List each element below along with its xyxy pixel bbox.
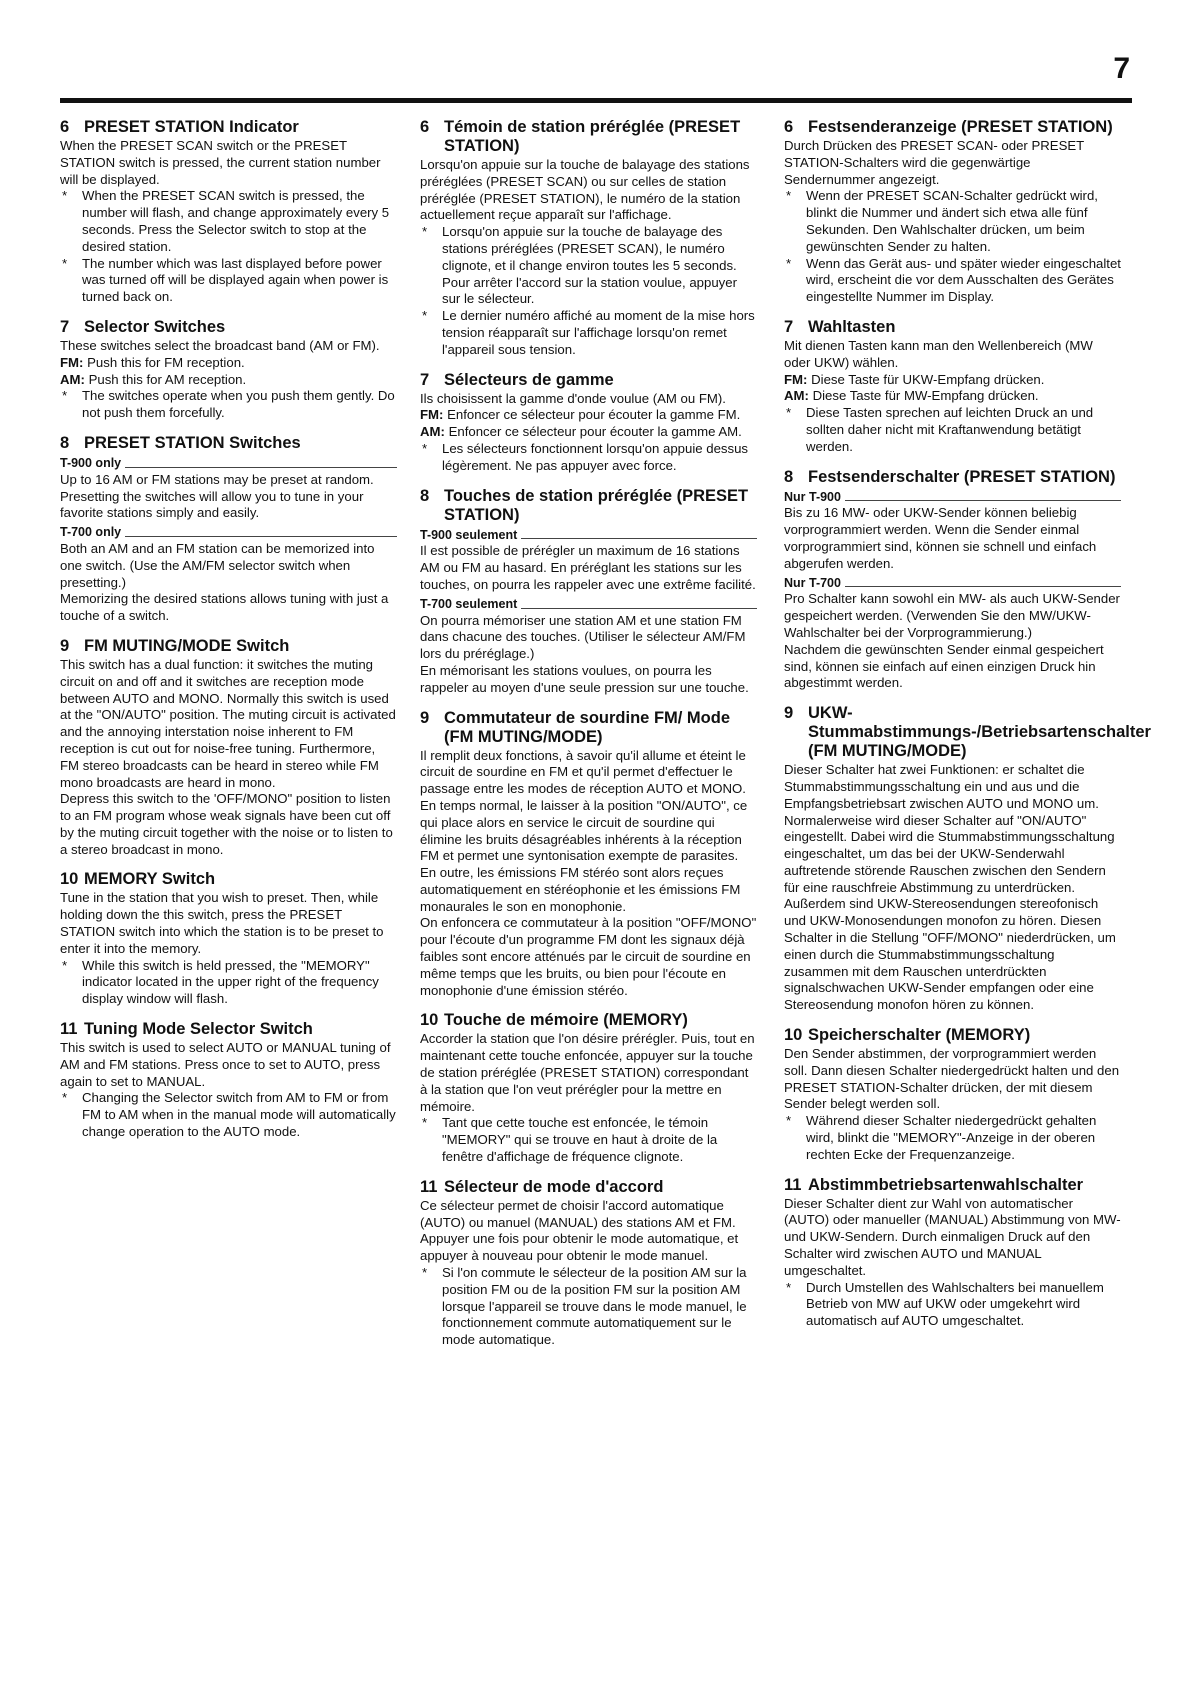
note-item: [62, 188, 397, 255]
asterisk-bullet: *: [62, 255, 68, 271]
asterisk-bullet: *: [62, 388, 68, 404]
paragraph: Ce sélecteur permet de choisir l'accord automatique (AUTO) ou manuel (MANUAL) des stations AM et FM. Appuyer une fois pour obtenir le mode automatique, et appuyer à nouveau pour obtenir le mode manuel.: [420, 1197, 739, 1264]
section-title: MEMORY Switch: [84, 870, 216, 889]
section: [60, 1020, 397, 1141]
band-label: AM:: [60, 371, 85, 387]
paragraph: Durch Drücken des PRESET SCAN- oder PRESET STATION-Schalters wird die gegenwärtige Sendernummer angezeigt.: [784, 138, 1085, 187]
labeled-line: [784, 372, 1121, 389]
note-text: The number which was last displayed before power was turned off will be displayed again when power is turned back on.: [82, 255, 389, 305]
paragraph: On pourra mémoriser une station AM et une station FM dans chacune des touches. (Utiliser le sélecteur AM/FM lors du préréglage.): [420, 612, 746, 662]
section-heading: [420, 709, 757, 747]
paragraph: Il remplit deux fonctions, à savoir qu'il allume et éteint le circuit de sourdine en FM et qu'il permet d'effectuer le passage entre les modes de réception AUTO et MONO. En temps normal, le laisser à la position "ON/AUTO", ce qui place alors en service le circuit de sourdine qui élimine les bruits désagréables inhérents à la réception FM et permet une syntonisation exempte de parasites. En outre, les émissions FM stéréo sont alors reçues automatiquement en stéréophonie et les émissions FM monaurales le son en monophonie.: [420, 747, 748, 914]
section: [420, 1178, 757, 1349]
section: [784, 468, 1121, 693]
section: [784, 704, 1151, 1014]
subheading-rule: [125, 528, 397, 537]
section-heading: [420, 487, 757, 525]
labeled-line: [60, 372, 397, 389]
model-label: T-700 seulement: [420, 596, 518, 611]
section-number: 8: [784, 467, 794, 486]
paragraph: Memorizing the desired stations allows tuning with just a touche of a switch.: [60, 591, 389, 624]
model-subheading: [784, 575, 1121, 592]
note-item: [786, 405, 1121, 455]
paragraph: Accorder la station que l'on désire prérégler. Puis, tout en maintenant cette touche enfoncée, appuyer sur la touche de station préréglée (PRESET STATION) correspondant à la station que l'on veut prérégler pour la mettre en mémoire.: [420, 1031, 755, 1114]
note-text: When the PRESET SCAN switch is pressed, the number will flash, and change approximately every 5 seconds. Press the Selector switch to stop at the desired station.: [82, 188, 390, 254]
band-text: Diese Taste für UKW-Empfang drücken.: [811, 371, 1045, 387]
note-item: [422, 224, 757, 308]
section-heading: [60, 637, 397, 656]
section-heading: [420, 118, 757, 156]
section: [420, 1011, 757, 1165]
asterisk-bullet: *: [786, 1279, 792, 1295]
section-number: 7: [60, 317, 70, 336]
section-title: Sélecteurs de gamme: [444, 370, 614, 389]
model-label: T-900 seulement: [420, 527, 518, 542]
asterisk-bullet: *: [422, 224, 428, 240]
subheading-rule: [845, 492, 1121, 501]
section-number: 8: [60, 433, 70, 452]
labeled-line: [420, 424, 757, 441]
page-number: 7: [1113, 52, 1130, 85]
section-heading: [60, 870, 397, 889]
section-title: Abstimmbetriebsartenwahlschalter: [808, 1175, 1084, 1194]
note-item: [422, 1115, 757, 1165]
paragraph: Den Sender abstimmen, der vorprogrammiert werden soll. Dann diesen Schalter niedergedrückt halten und den PRESET STATION-Schalter drücken, der mit diesem Sender belegt werden soll.: [784, 1046, 1120, 1112]
band-label: FM:: [784, 371, 808, 387]
note-item: [422, 1265, 757, 1349]
labeled-line: [784, 388, 1121, 405]
note-text: Lorsqu'on appuie sur la touche de balayage des stations préréglées (PRESET SCAN), le numéro clignote, et il change environ toutes les 5 seconds. Pour arrêter l'accord sur la station voulue, appuyer sur le sélecteur.: [442, 224, 737, 307]
section-heading: [420, 371, 757, 390]
section-heading: [784, 468, 1121, 487]
model-label: T-700 only: [60, 525, 122, 540]
model-subheading: [60, 524, 397, 541]
note-item: [786, 256, 1121, 306]
section-number: 10: [60, 870, 79, 889]
band-text: Push this for FM reception.: [87, 354, 245, 370]
band-label: FM:: [420, 407, 444, 423]
note-text: Les sélecteurs fonctionnent lorsqu'on appuie dessus légèrement. Ne pas appuyer avec force.: [442, 440, 749, 473]
section-heading: [784, 704, 1151, 761]
paragraph: Nachdem die gewünschten Sender einmal gespeichert sind, können sie einfach auf einen einzigen Druck hin abgestimmt werden.: [784, 641, 1104, 691]
note-text: Si l'on commute le sélecteur de la position AM sur la position FM ou de la position FM sur la position AM lorsque l'appareil se trouve dans le mode manuel, le fonctionnement commute automatiquement sur le mode automatique.: [442, 1265, 747, 1348]
paragraph: Both an AM and an FM station can be memorized into one switch. (Use the AM/FM selector switch when presetting.): [60, 540, 375, 590]
note-item: [422, 441, 757, 475]
section-title: Sélecteur de mode d'accord: [444, 1177, 664, 1196]
paragraph: Mit dienen Tasten kann man den Wellenbereich (MW oder UKW) wählen.: [784, 337, 1093, 370]
section-heading: [420, 1011, 757, 1030]
section: [784, 1176, 1121, 1330]
note-text: Während dieser Schalter niedergedrückt gehalten wird, blinkt die "MEMORY"-Anzeige in der oberen rechten Ecke der Frequenzanzeige.: [806, 1113, 1097, 1162]
band-label: AM:: [784, 388, 809, 404]
paragraph: These switches select the broadcast band (AM or FM).: [60, 337, 380, 353]
note-text: Durch Umstellen des Wahlschalters bei manuellem Betrieb von MW auf UKW oder umgekehrt wird automatisch auf AUTO umgeschaltet.: [806, 1279, 1104, 1329]
note-item: [62, 256, 397, 306]
band-text: Enfoncer ce sélecteur pour écouter la gamme AM.: [448, 424, 742, 440]
paragraph: Depress this switch to the 'OFF/MONO" position to listen to an FM program whose weak signals have been cut off by the muting circuit together with the noise or to listen to a stereo broadcast in mono.: [60, 791, 393, 857]
note-item: [62, 958, 397, 1008]
section-number: 11: [784, 1175, 802, 1194]
asterisk-bullet: *: [786, 188, 792, 204]
note-text: Tant que cette touche est enfoncée, le témoin "MEMORY" qui se trouve en haut à droite de la fenêtre d'affichage de fréquence clignote.: [442, 1115, 718, 1165]
section: [784, 1026, 1121, 1164]
labeled-line: [60, 355, 397, 372]
note-text: Diese Tasten sprechen auf leichten Druck an und sollten daher nicht mit Kraftanwendung betätigt werden.: [806, 405, 1094, 454]
paragraph: Dieser Schalter hat zwei Funktionen: er schaltet die Stummabstimmungsschaltung ein und aus und die Empfangsbetriebsart zwischen AUTO und MONO um.: [784, 762, 1099, 811]
model-label: Nur T-700: [784, 575, 841, 590]
asterisk-bullet: *: [422, 440, 428, 456]
section-title: Selector Switches: [84, 317, 226, 336]
paragraph: Tune in the station that you wish to preset. Then, while holding down the this switch, press the PRESET STATION switch into which the station is to be preset to enter it into the memory.: [60, 890, 384, 956]
section-title: Festsenderschalter (PRESET STATION): [808, 467, 1116, 486]
model-subheading: [784, 489, 1121, 506]
asterisk-bullet: *: [422, 308, 428, 324]
asterisk-bullet: *: [786, 405, 792, 421]
section-number: 6: [784, 118, 794, 136]
note-text: The switches operate when you push them gently. Do not push them forcefully.: [82, 388, 395, 421]
section-title: Témoin de station préréglée (PRESET STATION): [444, 118, 741, 155]
note-text: Le dernier numéro affiché au moment de la mise hors tension réapparaît sur l'affichage lorsqu'on remet l'appareil sous tension.: [442, 308, 755, 357]
section: [60, 118, 397, 306]
note-text: Wenn das Gerät aus- und später wieder eingeschaltet wird, erscheint die vor dem Ausschalten des Gerätes eingestellte Nummer im Display.: [806, 255, 1121, 305]
asterisk-bullet: *: [62, 188, 68, 204]
note-text: Changing the Selector switch from AM to FM or from FM to AM when in the manual mode will automatically change operation to the AUTO mode.: [82, 1090, 396, 1140]
paragraph: Dieser Schalter dient zur Wahl von automatischer (AUTO) oder manueller (MANUAL) Abstimmung von MW- und UKW-Sendern. Durch einmaligen Druck auf den Schalter wird zwischen AUTO und MANUAL umgeschaltet.: [784, 1195, 1121, 1278]
section: [60, 637, 397, 859]
paragraph: En mémorisant les stations voulues, on pourra les rappeler au moyen d'une seule pression sur une touche.: [420, 662, 749, 695]
subheading-rule: [521, 600, 757, 609]
section-number: 8: [420, 486, 430, 505]
paragraph: Ils choisissent la gamme d'onde voulue (AM ou FM).: [420, 390, 726, 406]
band-text: Diese Taste für MW-Empfang drücken.: [812, 388, 1039, 404]
section: [420, 709, 757, 1000]
section-number: 11: [60, 1020, 78, 1039]
section-heading: [784, 1176, 1121, 1195]
model-label: Nur T-900: [784, 489, 841, 504]
note-item: [786, 188, 1121, 255]
section: [784, 318, 1121, 456]
asterisk-bullet: *: [422, 1115, 428, 1131]
section-number: 7: [420, 370, 430, 389]
paragraph: This switch is used to select AUTO or MANUAL tuning of AM and FM stations. Press once to set to AUTO, press again to set to MANUAL.: [60, 1040, 391, 1089]
asterisk-bullet: *: [786, 255, 792, 271]
section-number: 11: [420, 1177, 438, 1196]
section-number: 9: [60, 636, 70, 655]
section: [420, 371, 757, 475]
section-title: FM MUTING/MODE Switch: [84, 636, 290, 655]
note-item: [422, 308, 757, 358]
section-number: 6: [60, 118, 70, 136]
note-text: Wenn der PRESET SCAN-Schalter gedrückt wird, blinkt die Nummer und ändert sich etwa alle fünf Sekunden. Den Wahlschalter drücken, um beim gewünschten Sender zu halten.: [806, 188, 1098, 254]
note-text: While this switch is held pressed, the "MEMORY" indicator located in the upper right of the frequency display window will flash.: [82, 957, 379, 1007]
section-number: 9: [784, 704, 794, 723]
model-label: T-900 only: [60, 455, 122, 470]
subheading-rule: [125, 459, 397, 468]
section-title: UKW-Stummabstimmungs-/Betriebsartenschalter (FM MUTING/MODE): [808, 704, 1151, 761]
section: [60, 870, 397, 1008]
section-title: Festsenderanzeige (PRESET STATION): [808, 118, 1113, 136]
section-title: Commutateur de sourdine FM/ Mode (FM MUTING/MODE): [444, 708, 731, 746]
section: [60, 434, 397, 625]
section-heading: [60, 1020, 397, 1039]
section: [420, 118, 757, 359]
paragraph: Normalerweise wird dieser Schalter auf "ON/AUTO" eingestellt. Dabei wird die Stummabstimmungsschaltung eingeschaltet, um das bei der UKW-Senderwahl auftretende störende Rauschen zwischen den Sendern für eine rauschfreie Abstimmung zu unterdrücken. Außerdem sind UKW-Stereosendungen stereofonisch und UKW-Monosendungen monofon zu hören. Diesen Schalter in die Stellung "OFF/MONO" niederdrücken, um einen durch die Stummabstimmungsschaltung zusammen mit dem Rauschen unterdrückten signalschwachen UKW-Sender empfangen oder eine Stereosendung monofon hören zu können.: [784, 812, 1116, 1013]
model-subheading: [60, 455, 397, 472]
paragraph: Bis zu 16 MW- oder UKW-Sender können beliebig vorprogrammiert werden. Wenn die Sender einmal vorprogrammiert sind, können sie schnell und einfach abgerufen werden.: [784, 505, 1097, 571]
section-title: Touche de mémoire (MEMORY): [444, 1011, 688, 1030]
paragraph: Up to 16 AM or FM stations may be preset at random. Presetting the switches will allow you to tune in your favorite stations simply and easily.: [60, 471, 374, 521]
paragraph: Lorsqu'on appuie sur la touche de balayage des stations préréglées (PRESET SCAN) ou sur celles de station préréglée (PRESET STATION), le numéro de la station actuellement reçue apparaît sur l'affichage.: [420, 157, 750, 223]
section-heading: [420, 1178, 757, 1197]
section-heading: [784, 1026, 1121, 1045]
band-label: AM:: [420, 424, 445, 440]
paragraph: This switch has a dual function: it switches the muting circuit on and off and it switches are reception mode between AUTO and MONO. Normally this switch is used at the "ON/AUTO" position. The muting circuit is activated and the annoying interstation noise inherent to FM reception is cut out for noise-free tuning. Furthermore, FM stereo broadcasts can be heard in stereo while FM mono broadcasts are heard in mono.: [60, 656, 396, 790]
asterisk-bullet: *: [62, 957, 68, 973]
header-rule: [60, 98, 1132, 103]
section-heading: [784, 318, 1121, 337]
model-subheading: [420, 596, 757, 613]
asterisk-bullet: *: [422, 1265, 428, 1281]
model-subheading: [420, 527, 757, 544]
section-number: 6: [420, 118, 430, 136]
subheading-rule: [845, 578, 1121, 587]
column-german: [784, 118, 1151, 1342]
band-text: Enfoncer ce sélecteur pour écouter la gamme FM.: [447, 407, 741, 423]
note-item: [62, 388, 397, 422]
labeled-line: [420, 407, 757, 424]
section-title: Touches de station préréglée (PRESET STATION): [444, 486, 749, 524]
section-number: 9: [420, 708, 430, 727]
section: [420, 487, 757, 697]
asterisk-bullet: *: [62, 1090, 68, 1106]
column-french: [420, 118, 757, 1361]
section: [60, 318, 397, 422]
section: [784, 118, 1121, 306]
section-heading: [784, 118, 1121, 137]
column-english: [60, 118, 397, 1153]
paragraph: When the PRESET SCAN switch or the PRESET STATION switch is pressed, the current station number will be displayed.: [60, 138, 381, 187]
section-title: PRESET STATION Indicator: [84, 118, 299, 136]
paragraph: Pro Schalter kann sowohl ein MW- als auch UKW-Sender gespeichert werden. (Verwenden Sie den MW/UKW-Wahlschalter bei der Vorprogrammierung.): [784, 591, 1120, 640]
band-label: FM:: [60, 354, 84, 370]
note-item: [786, 1280, 1121, 1330]
section-number: 7: [784, 317, 794, 336]
section-heading: [60, 434, 397, 453]
subheading-rule: [521, 530, 757, 539]
section-heading: [60, 318, 397, 337]
section-heading: [60, 118, 397, 137]
asterisk-bullet: *: [786, 1113, 792, 1129]
section-title: Tuning Mode Selector Switch: [84, 1020, 313, 1039]
paragraph: Il est possible de prérégler un maximum de 16 stations AM ou FM au hasard. En préréglant les stations sur les touches, on pourra les rappeler avec une extrême facilité.: [420, 543, 756, 592]
note-item: [62, 1090, 397, 1140]
section-title: PRESET STATION Switches: [84, 433, 301, 452]
section-title: Wahltasten: [808, 317, 896, 336]
note-item: [786, 1113, 1121, 1163]
section-number: 10: [420, 1011, 439, 1030]
section-title: Speicherschalter (MEMORY): [808, 1026, 1031, 1045]
band-text: Push this for AM reception.: [88, 371, 247, 387]
paragraph: On enfoncera ce commutateur à la position "OFF/MONO" pour l'écoute d'un programme FM dont les signaux déjà faibles sont encore atténués par le circuit de sourdine en même temps que les bruits, ou bien pour l'écoute en monophonie d'une émission stéréo.: [420, 915, 757, 998]
section-number: 10: [784, 1026, 803, 1045]
